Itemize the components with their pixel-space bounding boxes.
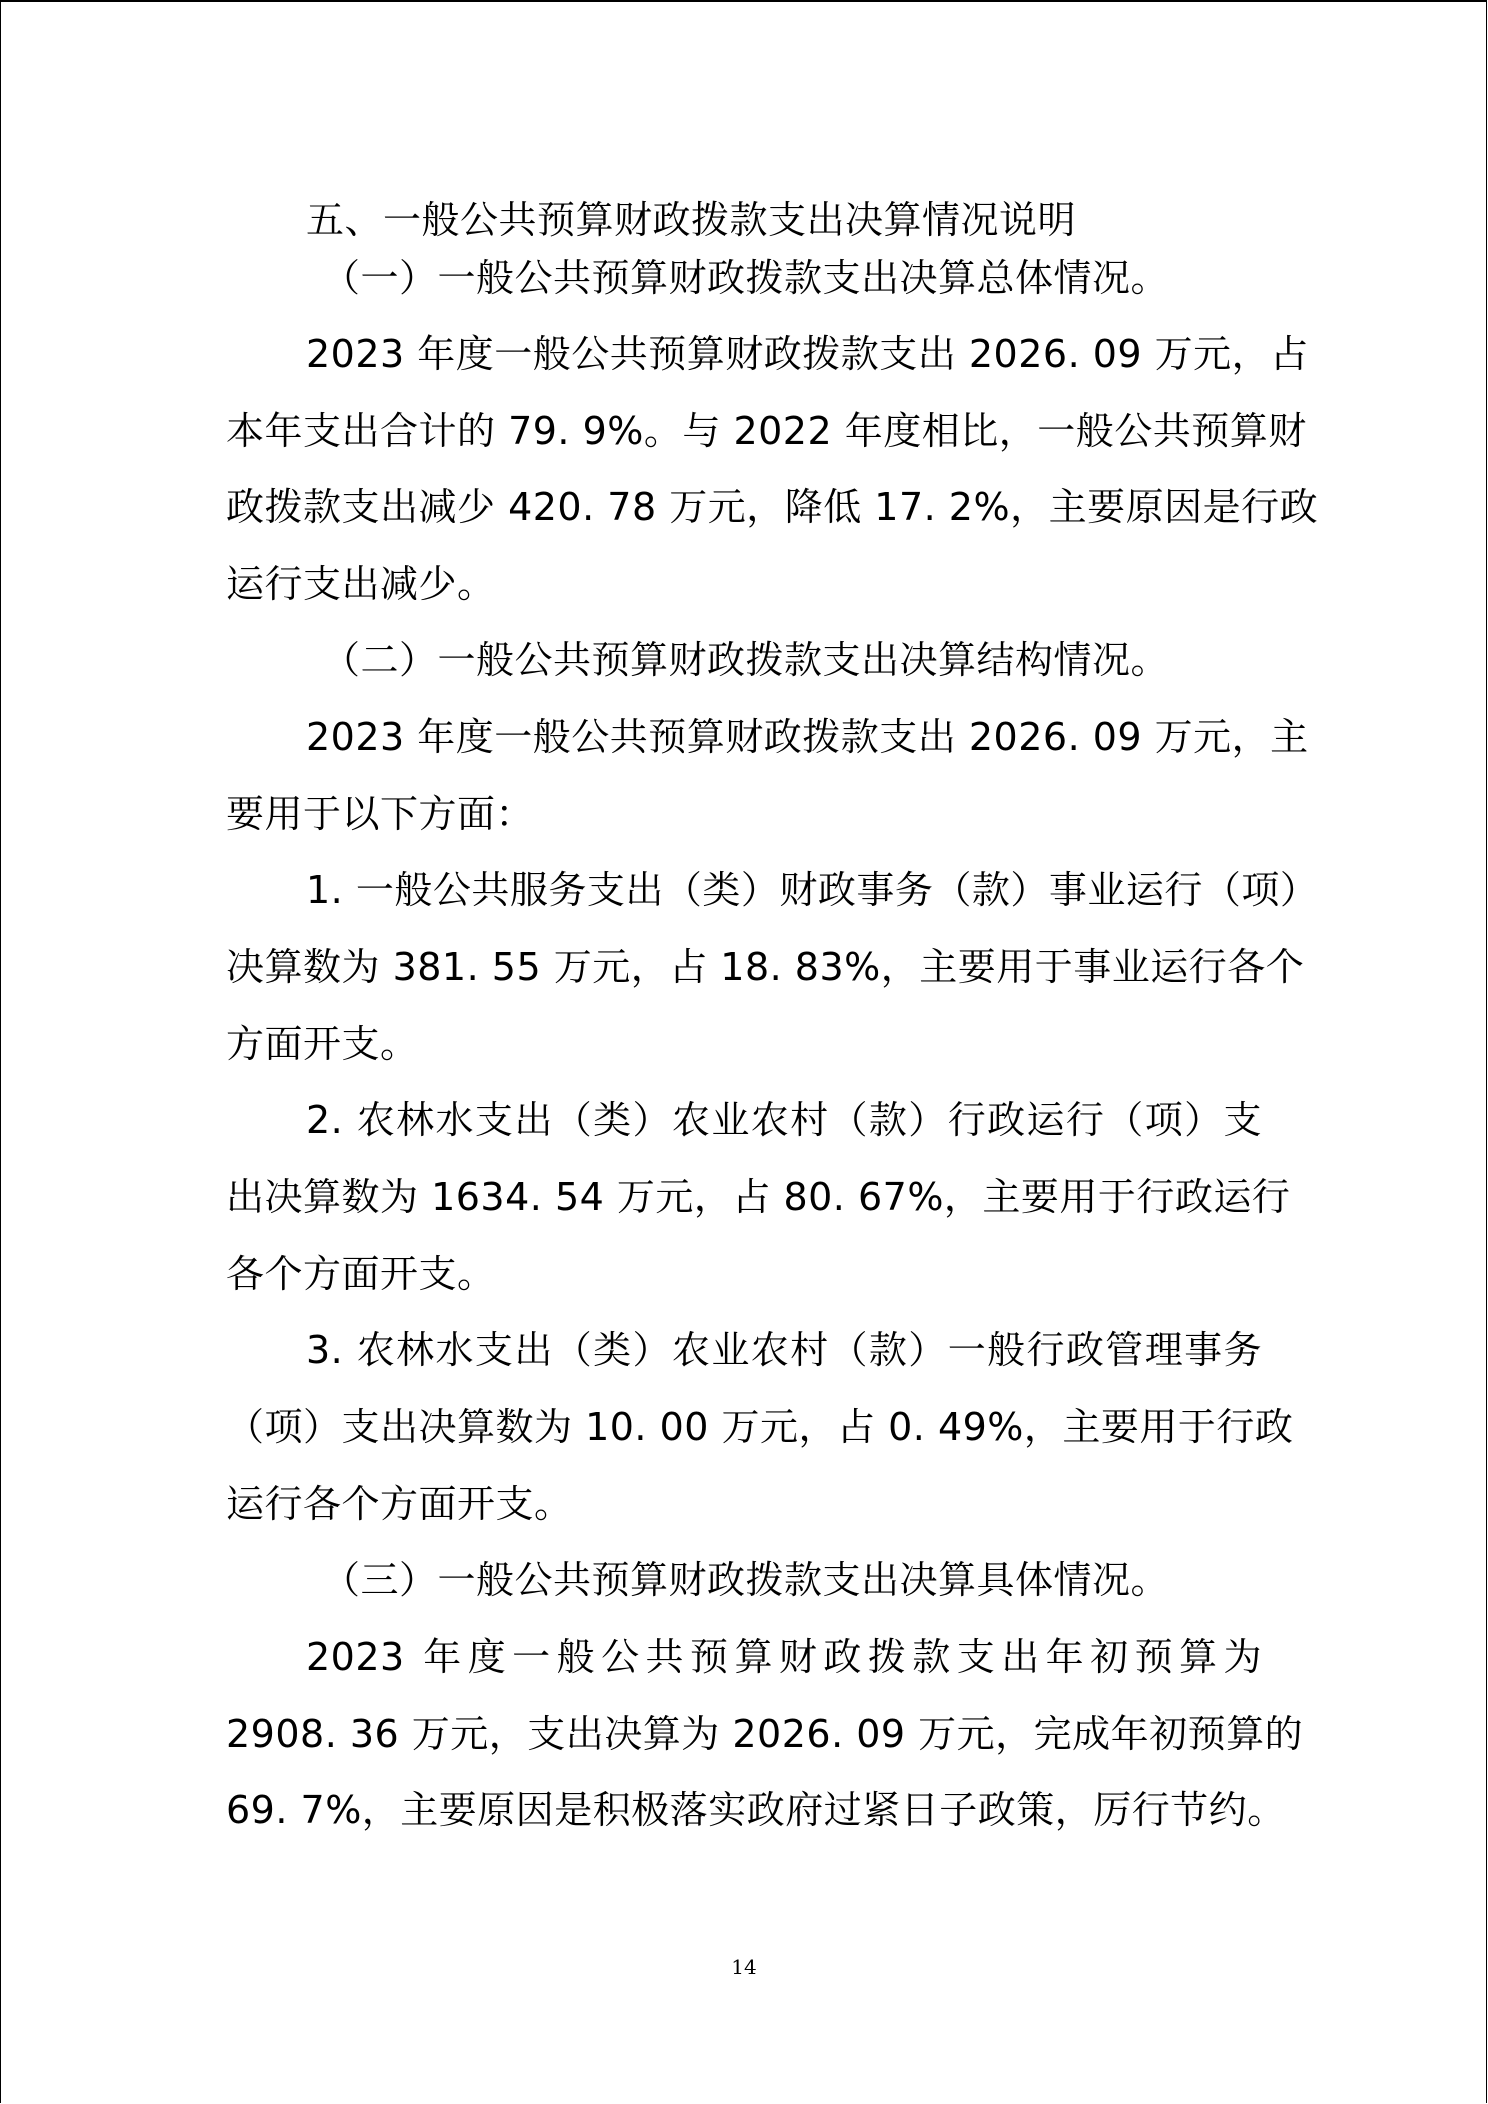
subsection-heading-3: （三）一般公共预算财政拨款支出决算具体情况。 bbox=[322, 1558, 1170, 1602]
subsection-heading-1: （一）一般公共预算财政拨款支出决算总体情况。 bbox=[322, 256, 1170, 300]
list-item-line: 出决算数为 1634. 54 万元，占 80. 67%，主要用于行政运行 bbox=[226, 1175, 1291, 1219]
list-item-line: 1. 一般公共服务支出（类）财政事务（款）事业运行（项） bbox=[306, 868, 1319, 912]
paragraph-line: 2908. 36 万元，支出决算为 2026. 09 万元，完成年初预算的 bbox=[226, 1712, 1304, 1756]
section-title: 五、一般公共预算财政拨款支出决算情况说明 bbox=[306, 198, 1077, 242]
list-item-line: 各个方面开支。 bbox=[226, 1252, 496, 1296]
paragraph-line: 2023 年度一般公共预算财政拨款支出年初预算为 bbox=[306, 1635, 1262, 1679]
list-item-line: 方面开支。 bbox=[226, 1022, 419, 1066]
page-number: 14 bbox=[731, 1955, 757, 1979]
list-item-line: （项）支出决算数为 10. 00 万元，占 0. 49%，主要用于行政 bbox=[226, 1405, 1294, 1449]
list-item-line: 2. 农林水支出（类）农业农村（款）行政运行（项）支 bbox=[306, 1098, 1262, 1142]
paragraph-line: 政拨款支出减少 420. 78 万元，降低 17. 2%，主要原因是行政 bbox=[226, 485, 1319, 529]
paragraph-line: 本年支出合计的 79. 9%。与 2022 年度相比，一般公共预算财 bbox=[226, 409, 1307, 453]
subsection-heading-2: （二）一般公共预算财政拨款支出决算结构情况。 bbox=[322, 638, 1170, 682]
list-item-line: 决算数为 381. 55 万元，占 18. 83%，主要用于事业运行各个 bbox=[226, 945, 1305, 989]
list-item-line: 运行各个方面开支。 bbox=[226, 1482, 573, 1526]
list-item-line: 3. 农林水支出（类）农业农村（款）一般行政管理事务 bbox=[306, 1328, 1262, 1372]
paragraph-line: 2023 年度一般公共预算财政拨款支出 2026. 09 万元，占 bbox=[306, 332, 1309, 376]
paragraph-line: 2023 年度一般公共预算财政拨款支出 2026. 09 万元，主 bbox=[306, 715, 1309, 759]
paragraph-line: 运行支出减少。 bbox=[226, 562, 496, 606]
paragraph-line: 69. 7%，主要原因是积极落实政府过紧日子政策，厉行节约。 bbox=[226, 1788, 1286, 1832]
paragraph-line: 要用于以下方面： bbox=[226, 792, 535, 836]
